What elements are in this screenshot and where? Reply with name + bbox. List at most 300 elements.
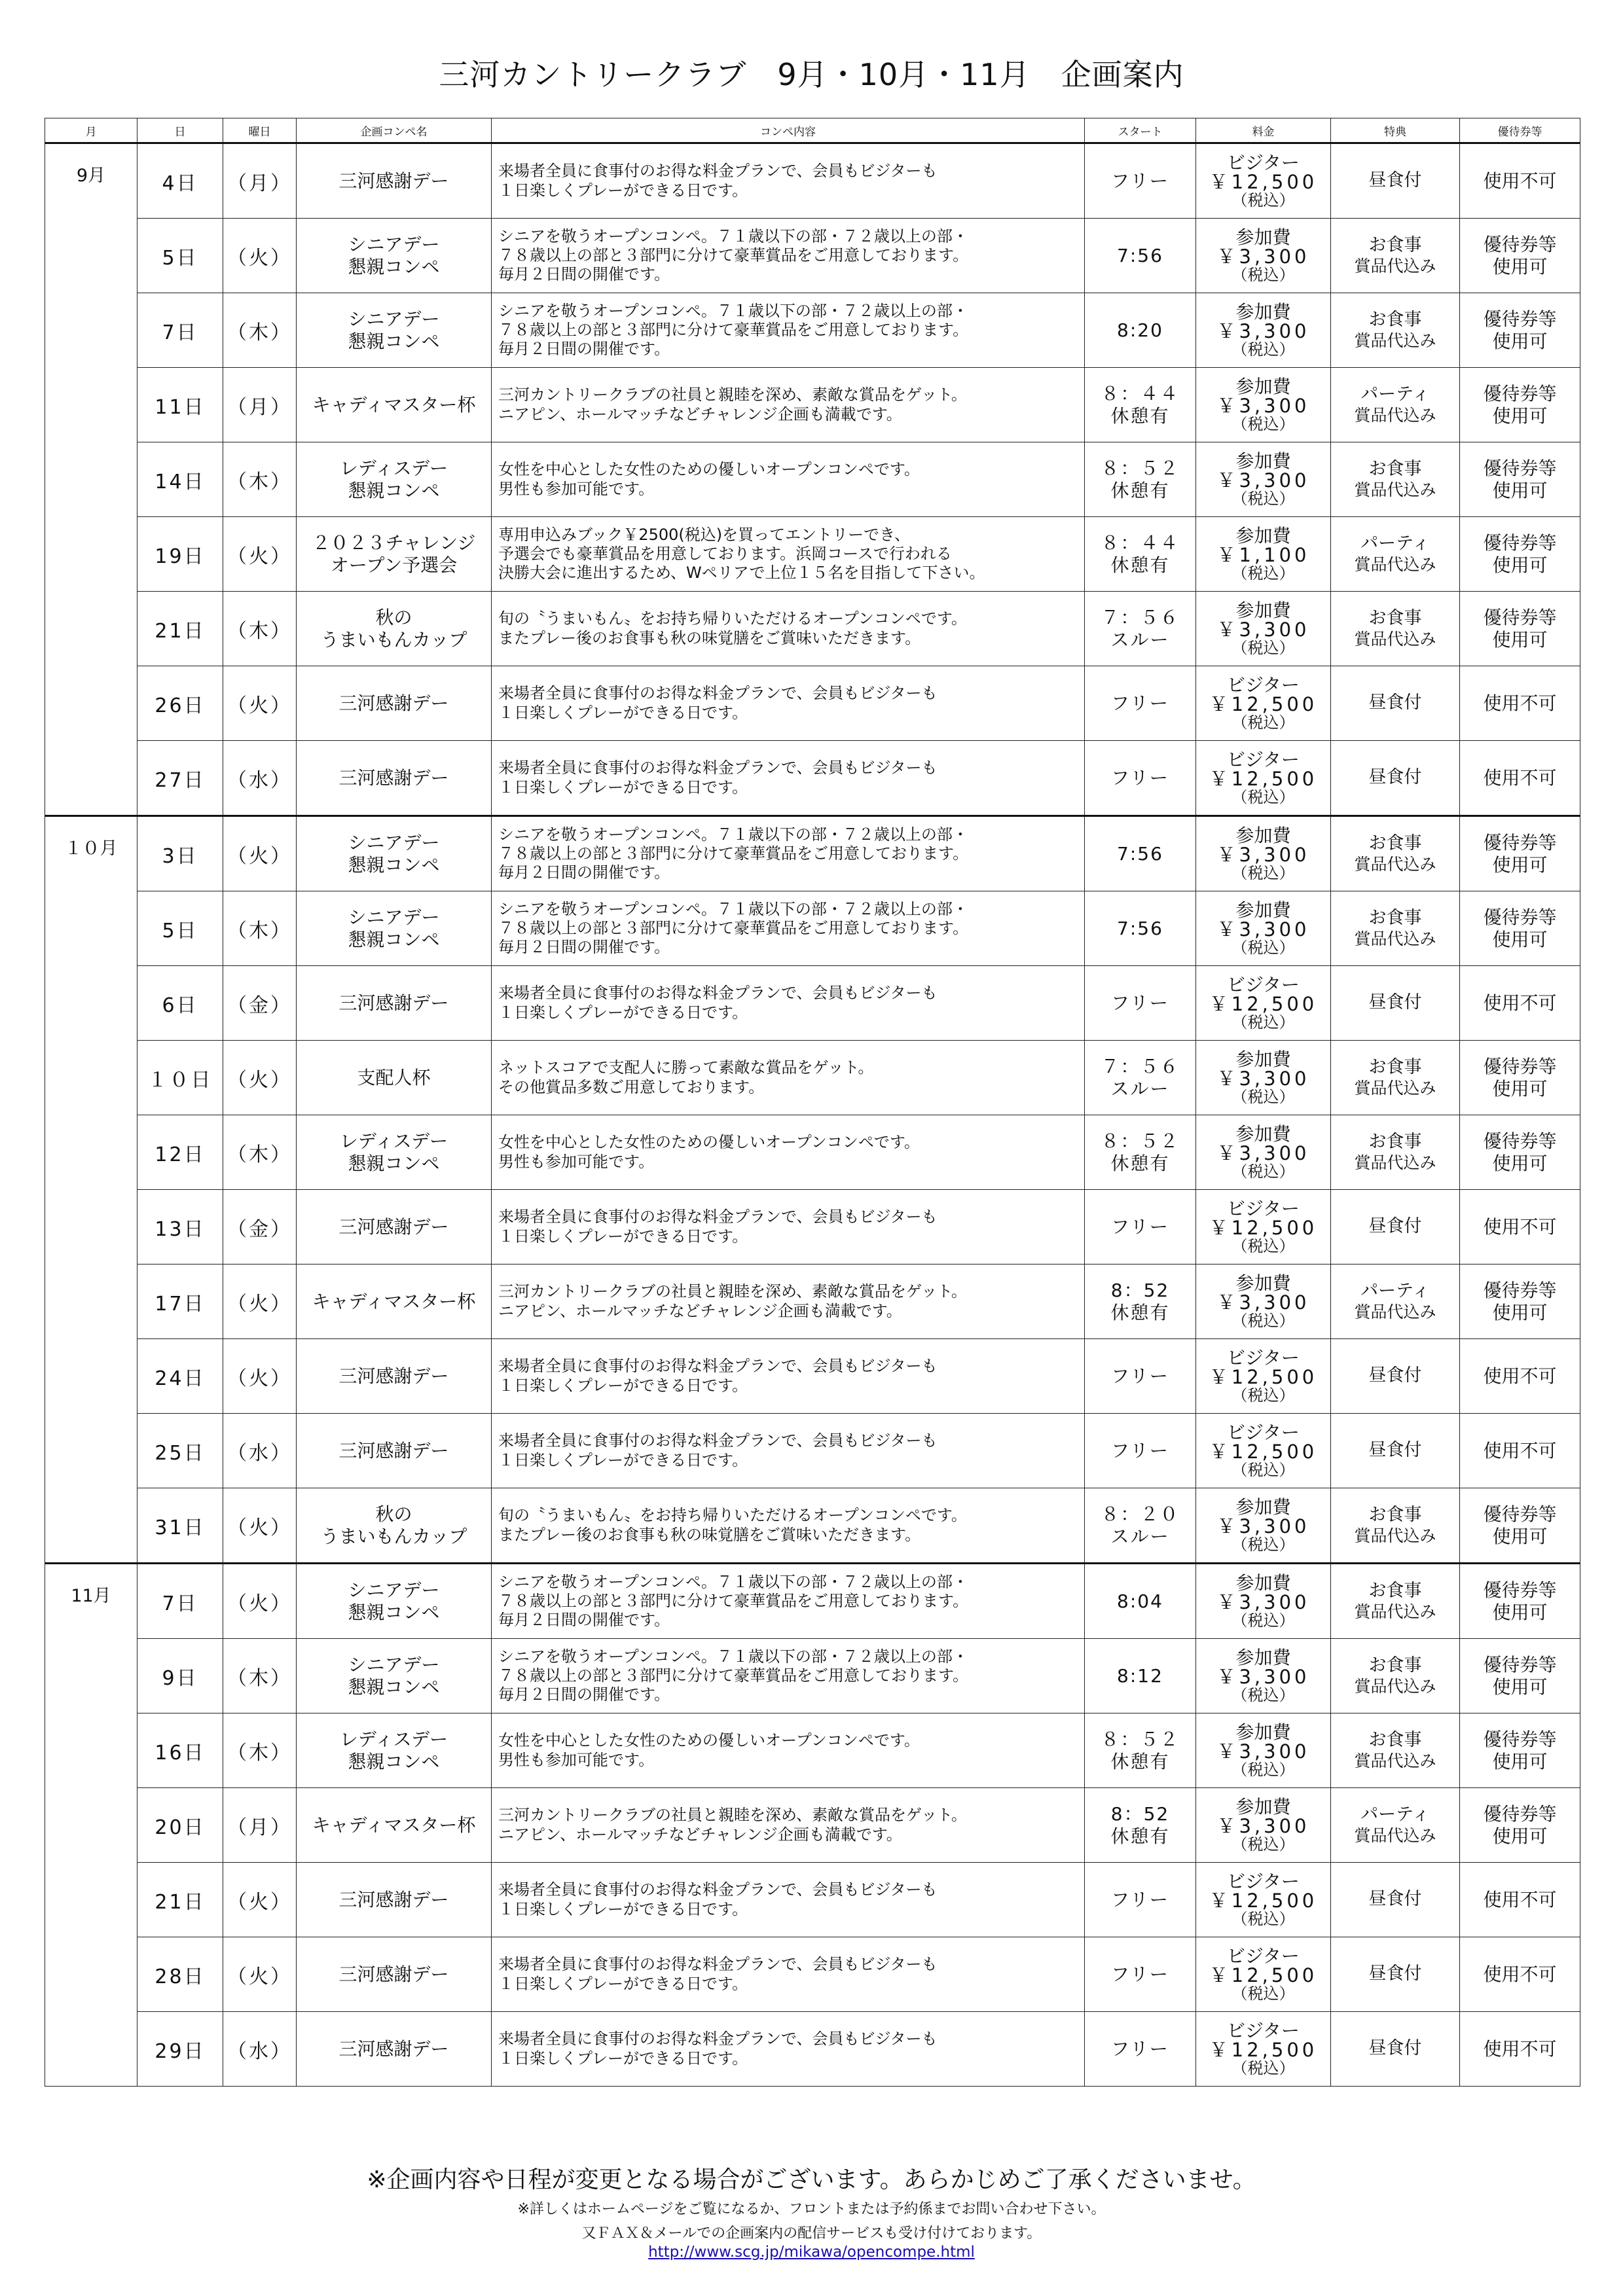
perk-line: パーティ — [1360, 384, 1430, 405]
start-time-line: 8:12 — [1117, 1664, 1163, 1687]
coupon-line: 使用不可 — [1483, 170, 1557, 192]
description-line: １日楽しくプレーができる日です。 — [498, 703, 748, 722]
fee-line: ￥12,500 — [1209, 1964, 1318, 1987]
coupon-cell — [1460, 1115, 1580, 1190]
perk-line: お食事 — [1368, 1581, 1422, 1602]
table-row — [45, 1863, 1580, 1937]
coupon-line: 優待券等 — [1483, 1503, 1557, 1525]
fee-line: 参加費 — [1235, 1571, 1291, 1594]
fee-cell — [1196, 1639, 1331, 1713]
perk-cell — [1331, 1639, 1460, 1713]
perk-cell — [1331, 1041, 1460, 1115]
coupon-line: 優待券等 — [1483, 457, 1557, 479]
weekday-cell: （木） — [223, 1115, 297, 1190]
coupon-cell — [1460, 1937, 1580, 2012]
description-cell — [492, 891, 1085, 966]
fee-line: ￥12,500 — [1209, 1441, 1318, 1463]
description-line: 来場者全員に食事付のお得な料金プランで、会員もビジターも — [498, 1208, 938, 1227]
fee-line: ￥12,500 — [1209, 768, 1318, 791]
fee-line: （税込） — [1231, 1087, 1295, 1106]
table-row — [45, 1488, 1580, 1564]
fee-line: ビジター — [1227, 1870, 1300, 1892]
fee-line: （税込） — [1231, 1984, 1295, 2003]
event-name-line: キャディマスター杯 — [312, 1290, 476, 1312]
event-name-cell — [297, 816, 492, 891]
fee-cell — [1196, 816, 1331, 891]
fee-line: ビジター — [1227, 1945, 1300, 1967]
fee-line: 参加費 — [1235, 899, 1291, 921]
description-line: またプレー後のお食事も秋の味覚膳をご賞味いただきます。 — [498, 1525, 921, 1544]
description-line: 決勝大会に進出するため、Wペリアで上位１５名を目指して下さい。 — [498, 564, 985, 583]
fee-line: 参加費 — [1235, 1272, 1291, 1294]
fee-line: ￥3,300 — [1216, 1067, 1310, 1090]
start-time-cell — [1085, 1190, 1196, 1265]
event-name-cell — [297, 1639, 492, 1713]
fee-line: ￥12,500 — [1209, 693, 1318, 716]
perk-cell — [1331, 1115, 1460, 1190]
perk-cell — [1331, 517, 1460, 592]
coupon-line: 使用不可 — [1483, 2037, 1557, 2060]
fee-cell — [1196, 368, 1331, 442]
description-cell — [492, 2012, 1085, 2087]
day-cell: 28日 — [137, 1937, 223, 2012]
start-time-line: フリー — [1111, 170, 1169, 192]
coupon-line: 使用不可 — [1483, 1365, 1557, 1387]
day-cell: 12日 — [137, 1115, 223, 1190]
event-name-cell — [297, 1488, 492, 1564]
day-cell: 7日 — [137, 293, 223, 368]
start-time-cell — [1085, 1564, 1196, 1639]
day-cell: 4日 — [137, 143, 223, 219]
description-line: １日楽しくプレーができる日です。 — [498, 778, 748, 797]
fee-line: （税込） — [1231, 265, 1295, 284]
table-row — [45, 1339, 1580, 1414]
event-name-line: 懇親コンペ — [348, 1676, 440, 1698]
day-cell: 16日 — [137, 1713, 223, 1788]
coupon-line: 使用可 — [1492, 479, 1548, 501]
start-time-cell — [1085, 368, 1196, 442]
start-time-cell — [1085, 592, 1196, 666]
event-name-line: キャディマスター杯 — [312, 1814, 476, 1836]
event-name-line: 三河感謝デー — [338, 2037, 449, 2060]
perk-cell — [1331, 891, 1460, 966]
weekday-cell: （水） — [223, 2012, 297, 2087]
perk-line: 昼食付 — [1368, 992, 1422, 1013]
website-link[interactable]: http://www.scg.jp/mikawa/opencompe.html — [648, 2244, 975, 2261]
table-row — [45, 517, 1580, 592]
coupon-cell — [1460, 1414, 1580, 1488]
start-time-line: 休憩有 — [1110, 1750, 1170, 1772]
event-name-cell — [297, 1414, 492, 1488]
perk-line: 昼食付 — [1368, 767, 1422, 788]
coupon-cell — [1460, 2012, 1580, 2087]
start-time-line: 休憩有 — [1110, 554, 1170, 576]
description-cell — [492, 1265, 1085, 1339]
start-time-line: フリー — [1111, 1888, 1169, 1910]
fee-line: ￥12,500 — [1209, 993, 1318, 1016]
fee-line: ビジター — [1227, 2019, 1300, 2041]
table-row — [45, 966, 1580, 1041]
fee-cell — [1196, 1713, 1331, 1788]
perk-line: お食事 — [1368, 459, 1422, 480]
fee-cell — [1196, 891, 1331, 966]
perk-line: 賞品代込み — [1354, 1526, 1436, 1545]
description-line: 毎月２日間の開催です。 — [498, 938, 670, 957]
fee-line: ￥3,300 — [1216, 1666, 1310, 1689]
day-cell: 21日 — [137, 1863, 223, 1937]
fee-cell — [1196, 1937, 1331, 2012]
header-day: 日 — [137, 118, 223, 143]
fee-line: ￥3,300 — [1216, 619, 1310, 641]
perk-cell — [1331, 1713, 1460, 1788]
perk-line: 賞品代込み — [1354, 1153, 1436, 1172]
page-title: 三河カントリークラブ 9月・10月・11月 企画案内 — [439, 57, 1184, 92]
event-name-cell — [297, 442, 492, 517]
start-time-cell — [1085, 1713, 1196, 1788]
start-time-line: フリー — [1111, 692, 1169, 714]
description-line: 男性も参加可能です。 — [498, 1750, 655, 1769]
event-name-line: キャディマスター杯 — [312, 393, 476, 416]
fee-cell — [1196, 741, 1331, 816]
coupon-line: 優待券等 — [1483, 831, 1557, 853]
perk-line: 賞品代込み — [1354, 480, 1436, 499]
fee-line: ビジター — [1227, 1346, 1300, 1369]
coupon-line: 使用不可 — [1483, 1439, 1557, 1462]
perk-cell — [1331, 143, 1460, 219]
fee-line: 参加費 — [1235, 824, 1291, 846]
start-time-cell — [1085, 2012, 1196, 2087]
start-time-cell — [1085, 1863, 1196, 1937]
table-row — [45, 1265, 1580, 1339]
fee-cell — [1196, 517, 1331, 592]
start-time-line: 休憩有 — [1110, 1152, 1170, 1174]
description-cell — [492, 219, 1085, 293]
coupon-cell — [1460, 666, 1580, 741]
fee-line: 参加費 — [1235, 599, 1291, 621]
description-line: １日楽しくプレーができる日です。 — [498, 1227, 748, 1246]
coupon-line: 使用可 — [1492, 404, 1548, 427]
coupon-line: 使用不可 — [1483, 1888, 1557, 1910]
fee-line: ビジター — [1227, 1421, 1300, 1443]
start-time-line: 7:56 — [1117, 842, 1163, 865]
fee-cell — [1196, 219, 1331, 293]
start-time-cell — [1085, 1639, 1196, 1713]
fee-line: （税込） — [1231, 1013, 1295, 1031]
weekday-cell: （木） — [223, 442, 297, 517]
fee-line: （税込） — [1231, 938, 1295, 957]
weekday-cell: （金） — [223, 966, 297, 1041]
description-line: 旬の〝うまいもん〟をお持ち帰りいただけるオープンコンペです。 — [498, 609, 967, 628]
coupon-cell — [1460, 1788, 1580, 1863]
event-name-line: 秋の — [375, 606, 412, 628]
start-time-line: ８：４４ — [1101, 382, 1180, 404]
schedule-body — [45, 143, 1580, 2087]
event-name-line: レディスデー — [339, 457, 448, 479]
description-line: ニアピン、ホールマッチなどチャレンジ企画も満載です。 — [498, 1825, 902, 1844]
coupon-cell — [1460, 816, 1580, 891]
fee-line: （税込） — [1231, 414, 1295, 433]
table-row — [45, 219, 1580, 293]
event-name-cell — [297, 1265, 492, 1339]
event-name-cell — [297, 966, 492, 1041]
fee-cell — [1196, 666, 1331, 741]
fee-line: ￥12,500 — [1209, 1217, 1318, 1240]
start-time-cell — [1085, 1339, 1196, 1414]
description-line: シニアを敬うオープンコンペ。７１歳以下の部・７２歳以上の部・ — [498, 899, 968, 918]
start-time-line: 8:20 — [1117, 319, 1163, 341]
fee-cell — [1196, 966, 1331, 1041]
event-name-line: シニアデー — [348, 308, 440, 330]
fee-line: （税込） — [1231, 713, 1295, 732]
day-cell: 5日 — [137, 891, 223, 966]
day-cell: 26日 — [137, 666, 223, 741]
table-row — [45, 1639, 1580, 1713]
coupon-line: 使用不可 — [1483, 692, 1557, 714]
fee-line: 参加費 — [1235, 375, 1291, 397]
description-line: ニアピン、ホールマッチなどチャレンジ企画も満載です。 — [498, 404, 902, 423]
schedule-table — [45, 118, 1580, 2087]
fee-line: （税込） — [1231, 1236, 1295, 1255]
day-cell: 9日 — [137, 1639, 223, 1713]
event-name-line: 三河感謝デー — [338, 692, 449, 714]
table-row — [45, 368, 1580, 442]
description-cell — [492, 1639, 1085, 1713]
fee-line: ￥3,300 — [1216, 320, 1310, 343]
fee-line: ￥3,300 — [1216, 469, 1310, 492]
perk-cell — [1331, 1863, 1460, 1937]
fee-line: 参加費 — [1235, 1496, 1291, 1518]
event-name-cell — [297, 1788, 492, 1863]
fee-line: ￥12,500 — [1209, 2039, 1318, 2062]
event-name-line: シニアデー — [348, 906, 440, 928]
coupon-line: 優待券等 — [1483, 308, 1557, 330]
weekday-cell: （火） — [223, 1564, 297, 1639]
start-time-line: フリー — [1111, 1215, 1169, 1238]
start-time-cell — [1085, 293, 1196, 368]
perk-line: お食事 — [1368, 1730, 1422, 1751]
header-fee: 料金 — [1196, 118, 1331, 143]
coupon-line: 優待券等 — [1483, 1803, 1557, 1825]
description-cell — [492, 592, 1085, 666]
coupon-cell — [1460, 891, 1580, 966]
fee-cell — [1196, 1414, 1331, 1488]
fee-line: 参加費 — [1235, 450, 1291, 472]
day-cell: 25日 — [137, 1414, 223, 1488]
table-row — [45, 2012, 1580, 2087]
event-name-line: 三河感謝デー — [338, 766, 449, 789]
perk-cell — [1331, 1190, 1460, 1265]
description-cell — [492, 293, 1085, 368]
description-cell — [492, 1713, 1085, 1788]
start-time-cell — [1085, 1788, 1196, 1863]
weekday-cell: （木） — [223, 891, 297, 966]
start-time-line: 休憩有 — [1110, 1301, 1170, 1323]
coupon-line: 使用可 — [1492, 554, 1548, 576]
table-row — [45, 816, 1580, 891]
coupon-cell — [1460, 1190, 1580, 1265]
fee-line: （税込） — [1231, 863, 1295, 882]
weekday-cell: （水） — [223, 741, 297, 816]
start-time-cell — [1085, 1265, 1196, 1339]
description-line: １日楽しくプレーができる日です。 — [498, 1450, 748, 1469]
description-line: 来場者全員に食事付のお得な料金プランで、会員もビジターも — [498, 2030, 938, 2049]
fee-cell — [1196, 1265, 1331, 1339]
coupon-cell — [1460, 1265, 1580, 1339]
fee-line: （税込） — [1231, 2058, 1295, 2077]
perk-line: パーティ — [1360, 533, 1430, 554]
description-line: 毎月２日間の開催です。 — [498, 1685, 670, 1704]
description-line: シニアを敬うオープンコンペ。７１歳以下の部・７２歳以上の部・ — [498, 825, 968, 844]
start-time-cell — [1085, 666, 1196, 741]
event-name-cell — [297, 891, 492, 966]
coupon-line: 優待券等 — [1483, 906, 1557, 928]
start-time-cell — [1085, 1937, 1196, 2012]
start-time-line: フリー — [1111, 1439, 1169, 1462]
event-name-line: うまいもんカップ — [320, 628, 467, 651]
table-row — [45, 1713, 1580, 1788]
description-line: 女性を中心とした女性のための優しいオープンコンペです。 — [498, 1731, 920, 1750]
event-name-line: オープン予選会 — [330, 554, 458, 576]
weekday-cell: （木） — [223, 592, 297, 666]
day-cell: 14日 — [137, 442, 223, 517]
event-name-line: 三河感謝デー — [338, 1365, 449, 1387]
coupon-cell — [1460, 592, 1580, 666]
event-name-cell — [297, 293, 492, 368]
fee-line: （税込） — [1231, 1835, 1295, 1854]
description-line: 三河カントリークラブの社員と親睦を深め、素敵な賞品をゲット。 — [498, 386, 967, 404]
coupon-line: 使用不可 — [1483, 766, 1557, 789]
perk-cell — [1331, 293, 1460, 368]
start-time-cell — [1085, 219, 1196, 293]
fee-line: （税込） — [1231, 564, 1295, 583]
header-start: スタート — [1085, 118, 1196, 143]
description-cell — [492, 816, 1085, 891]
fee-line: ￥12,500 — [1209, 1366, 1318, 1389]
table-row — [45, 1041, 1580, 1115]
fee-cell — [1196, 2012, 1331, 2087]
perk-line: 昼食付 — [1368, 170, 1422, 191]
perk-line: 賞品代込み — [1354, 1602, 1436, 1621]
coupon-line: 優待券等 — [1483, 531, 1557, 554]
contact-note: ※詳しくはホームページをご覧になるか、フロントまたは予約係までお問い合わせ下さい。 — [517, 2201, 1106, 2217]
description-line: 三河カントリークラブの社員と親睦を深め、素敵な賞品をゲット。 — [498, 1806, 967, 1825]
description-line: その他賞品多数ご用意しております。 — [498, 1077, 765, 1096]
perk-cell — [1331, 1937, 1460, 2012]
event-name-cell — [297, 219, 492, 293]
perk-line: 賞品代込み — [1354, 1302, 1436, 1321]
description-line: またプレー後のお食事も秋の味覚膳をご賞味いただきます。 — [498, 628, 921, 647]
coupon-line: 使用可 — [1492, 255, 1548, 278]
event-name-line: 三河感謝デー — [338, 1215, 449, 1238]
perk-line: お食事 — [1368, 1132, 1422, 1153]
description-line: ニアピン、ホールマッチなどチャレンジ企画も満載です。 — [498, 1301, 902, 1320]
fee-line: ビジター — [1227, 1197, 1300, 1219]
fee-line: ビジター — [1227, 973, 1300, 996]
coupon-line: 優待券等 — [1483, 382, 1557, 404]
start-time-line: 7:56 — [1117, 917, 1163, 939]
fee-line: （税込） — [1231, 1386, 1295, 1405]
header-perk: 特典 — [1331, 118, 1460, 143]
coupon-line: 使用可 — [1492, 1077, 1548, 1100]
fee-line: ビジター — [1227, 673, 1300, 696]
table-row — [45, 1115, 1580, 1190]
table-row — [45, 666, 1580, 741]
day-cell: 6日 — [137, 966, 223, 1041]
description-line: 男性も参加可能です。 — [498, 1152, 655, 1171]
change-notice: ※企画内容や日程が変更となる場合がございます。あらかじめご了承くださいませ。 — [367, 2166, 1256, 2193]
event-name-line: 懇親コンペ — [348, 479, 440, 501]
perk-cell — [1331, 1788, 1460, 1863]
description-line: 来場者全員に食事付のお得な料金プランで、会員もビジターも — [498, 684, 938, 703]
event-name-cell — [297, 1339, 492, 1414]
event-name-cell — [297, 143, 492, 219]
day-cell: 27日 — [137, 741, 223, 816]
start-time-cell — [1085, 1488, 1196, 1564]
fee-cell — [1196, 143, 1331, 219]
start-time-line: 休憩有 — [1110, 1825, 1170, 1847]
perk-cell — [1331, 1488, 1460, 1564]
perk-cell — [1331, 2012, 1460, 2087]
fee-cell — [1196, 1190, 1331, 1265]
event-name-line: レディスデー — [339, 1130, 448, 1152]
perk-cell — [1331, 1339, 1460, 1414]
description-cell — [492, 1488, 1085, 1564]
description-line: 女性を中心とした女性のための優しいオープンコンペです。 — [498, 460, 920, 479]
event-name-cell — [297, 1937, 492, 2012]
fee-line: （税込） — [1231, 1535, 1295, 1554]
perk-line: パーティ — [1360, 1281, 1430, 1302]
start-time-line: 休憩有 — [1110, 404, 1170, 427]
start-time-cell — [1085, 1414, 1196, 1488]
event-name-line: 秋の — [375, 1503, 412, 1525]
description-line: ７８歳以上の部と３部門に分けて豪華賞品をご用意しております。 — [498, 844, 969, 863]
coupon-cell — [1460, 143, 1580, 219]
perk-line: お食事 — [1368, 833, 1422, 854]
description-line: 予選会でも豪華賞品を用意しております。浜岡コースで行われる — [498, 544, 952, 563]
description-line: 男性も参加可能です。 — [498, 479, 655, 498]
coupon-line: 使用可 — [1492, 1750, 1548, 1772]
fee-cell — [1196, 1863, 1331, 1937]
fee-line: （税込） — [1231, 787, 1295, 806]
description-line: １日楽しくプレーができる日です。 — [498, 1003, 748, 1022]
coupon-cell — [1460, 517, 1580, 592]
description-cell — [492, 517, 1085, 592]
perk-line: 昼食付 — [1368, 1216, 1422, 1237]
table-row — [45, 1190, 1580, 1265]
description-line: ７８歳以上の部と３部門に分けて豪華賞品をご用意しております。 — [498, 245, 969, 264]
start-time-cell — [1085, 966, 1196, 1041]
fee-line: ￥3,300 — [1216, 1142, 1310, 1165]
coupon-line: 使用可 — [1492, 330, 1548, 352]
weekday-cell: （火） — [223, 1339, 297, 1414]
perk-line: 賞品代込み — [1354, 854, 1436, 874]
event-name-cell — [297, 517, 492, 592]
weekday-cell: （月） — [223, 143, 297, 219]
coupon-line: 使用可 — [1492, 928, 1548, 950]
event-name-cell — [297, 1713, 492, 1788]
event-name-line: シニアデー — [348, 233, 440, 255]
start-time-line: ８：２０ — [1101, 1503, 1180, 1525]
weekday-cell: （火） — [223, 1265, 297, 1339]
perk-cell — [1331, 666, 1460, 741]
perk-cell — [1331, 816, 1460, 891]
description-line: １日楽しくプレーができる日です。 — [498, 2049, 748, 2068]
perk-line: お食事 — [1368, 908, 1422, 929]
description-line: 毎月２日間の開催です。 — [498, 1611, 670, 1630]
description-line: 来場者全員に食事付のお得な料金プランで、会員もビジターも — [498, 1955, 938, 1974]
day-cell: 7日 — [137, 1564, 223, 1639]
event-name-line: 懇親コンペ — [348, 1601, 440, 1623]
